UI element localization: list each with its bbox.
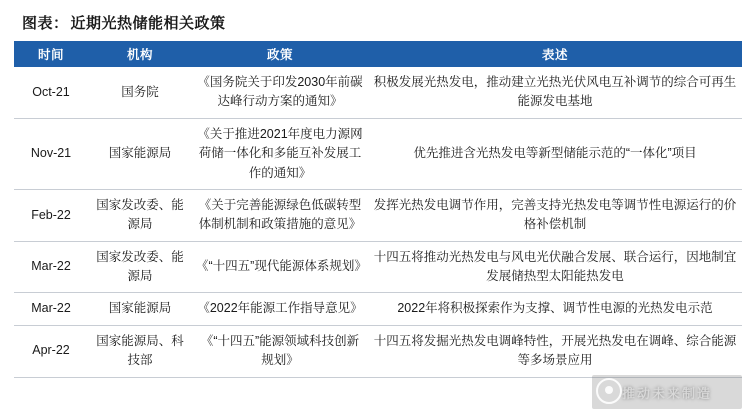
page-title [0, 0, 750, 41]
cell-desc: 2022年将积极探索作为支撑、调节性电源的光热发电示范 [368, 293, 742, 325]
watermark-inner [592, 375, 742, 409]
column-header-time: 时间 [14, 41, 88, 67]
cell-org: 国家能源局 [88, 293, 192, 325]
watermark-text: 推动未来制造 [621, 385, 712, 401]
cell-policy: 《国务院关于印发2030年前碳达峰行动方案的通知》 [192, 67, 368, 118]
table-body [14, 67, 742, 377]
cell-org: 国家能源局 [88, 118, 192, 189]
table-row [14, 325, 742, 377]
column-header-policy: 政策 [192, 41, 368, 67]
cell-policy: 《2022年能源工作指导意见》 [192, 293, 368, 325]
cell-org: 国家发改委、能源局 [88, 189, 192, 241]
cell-desc: 优先推进含光热发电等新型储能示范的“一体化”项目 [368, 118, 742, 189]
cell-desc: 十四五将推动光热发电与风电光伏融合发展、联合运行，因地制宜发展储热型太阳能热发电 [368, 241, 742, 293]
table-row [14, 67, 742, 118]
cell-org: 国务院 [88, 67, 192, 118]
cell-org: 国家发改委、能源局 [88, 241, 192, 293]
cell-policy: 《“十四五”能源领域科技创新规划》 [192, 325, 368, 377]
cell-desc: 十四五将发掘光热发电调峰特性，开展光热发电在调峰、综合能源等多场景应用 [368, 325, 742, 377]
page-title-text: 近期光热储能相关政策 [70, 15, 226, 32]
cell-policy: 《关于推进2021年度电力源网荷储一体化和多能互补发展工作的通知》 [192, 118, 368, 189]
column-header-desc: 表述 [368, 41, 742, 67]
cell-time: Mar-22 [14, 241, 88, 293]
table-row [14, 293, 742, 325]
watermark-band [592, 375, 742, 409]
cell-desc: 发挥光热发电调节作用，完善支持光热发电等调节性电源运行的价格补偿机制 [368, 189, 742, 241]
cell-policy: 《“十四五”现代能源体系规划》 [192, 241, 368, 293]
cell-desc: 积极发展光热发电，推动建立光热光伏风电互补调节的综合可再生能源发电基地 [368, 67, 742, 118]
cell-time: Mar-22 [14, 293, 88, 325]
watermark-logo-icon [596, 378, 622, 404]
table-row [14, 189, 742, 241]
table-header-row [14, 41, 742, 67]
cell-time: Apr-22 [14, 325, 88, 377]
policy-table [14, 41, 742, 378]
page-title-label: 图表： [22, 15, 69, 32]
cell-time: Oct-21 [14, 67, 88, 118]
cell-time: Feb-22 [14, 189, 88, 241]
table-row [14, 241, 742, 293]
column-header-org: 机构 [88, 41, 192, 67]
watermark [592, 375, 742, 409]
table-header [14, 41, 742, 67]
cell-org: 国家能源局、科技部 [88, 325, 192, 377]
cell-policy: 《关于完善能源绿色低碳转型体制机制和政策措施的意见》 [192, 189, 368, 241]
table-row [14, 118, 742, 189]
cell-time: Nov-21 [14, 118, 88, 189]
